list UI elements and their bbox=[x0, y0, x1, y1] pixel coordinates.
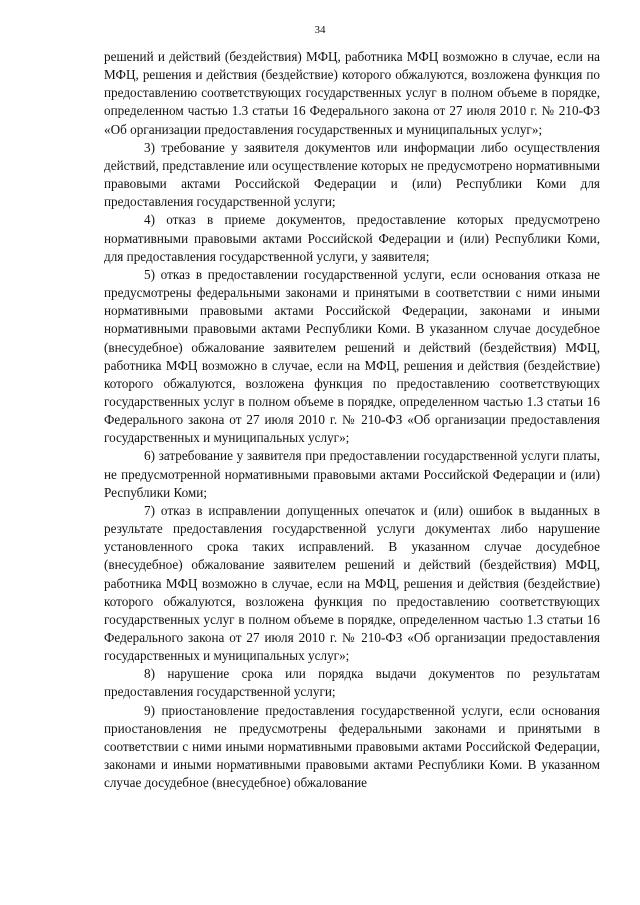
paragraph-item-3: 3) требование у заявителя документов или информации либо осуществления действий, представление или осуществление которых не предусмотрено нормативными правовыми актами Российской Федерации и (или) Республики Коми для предоставления государственной услуги; bbox=[104, 139, 600, 210]
paragraph-item-9: 9) приостановление предоставления государственной услуги, если основания приостановления не предусмотрены федеральными законами и принятыми в соответствии с ними иными нормативными правовыми актами Российской Федерации, законами и иными нормативными правовыми актами Республики Коми. В указанном случае досудебное (внесудебное) обжалование bbox=[104, 702, 600, 791]
document-body bbox=[104, 48, 600, 792]
paragraph-item-6: 6) затребование у заявителя при предоставлении государственной услуги платы, не предусмотренной нормативными правовыми актами Российской Федерации и (или) Республики Коми; bbox=[104, 448, 600, 500]
paragraph-item-4: 4) отказ в приеме документов, предоставление которых предусмотрено нормативными правовыми актами Российской Федерации и (или) Республики Коми, для предоставления государственной услуги, у заявителя; bbox=[104, 212, 600, 264]
paragraph-item-8: 8) нарушение срока или порядка выдачи документов по результатам предоставления государственной услуги; bbox=[104, 666, 600, 700]
paragraph-item-7: 7) отказ в исправлении допущенных опечаток и (или) ошибок в выданных в результате предоставления государственной услуги документах либо нарушение установленного срока таких исправлений. В указанном случае досудебное (внесудебное) обжалование заявителем решений и действий (бездействия) МФЦ, работника МФЦ возможно в случае, если на МФЦ, решения и действия (бездействие) которого обжалуются, возложена функция по предоставлению соответствующих государственных услуг в полном объеме в порядке, определенном частью 1.3 статьи 16 Федерального закона от 27 июля 2010 г. № 210-ФЗ «Об организации предоставления государственных и муниципальных услуг»; bbox=[104, 502, 600, 664]
paragraph-item-5: 5) отказ в предоставлении государственной услуги, если основания отказа не предусмотрены федеральными законами и принятыми в соответствии с ними иными нормативными правовыми актами Российской Федерации, законами и иными нормативными правовыми актами Республики Коми. В указанном случае досудебное (внесудебное) обжалование заявителем решений и действий (бездействия) МФЦ, работника МФЦ возможно в случае, если на МФЦ, решения и действия (бездействие) которого обжалуются, возложена функция по предоставлению соответствующих государственных услуг в полном объеме в порядке, определенном частью 1.3 статьи 16 Федерального закона от 27 июля 2010 г. № 210-ФЗ «Об организации предоставления государственных и муниципальных услуг»; bbox=[104, 266, 600, 446]
page-number: 34 bbox=[314, 24, 326, 36]
paragraph-continuation: решений и действий (бездействия) МФЦ, работника МФЦ возможно в случае, если на МФЦ, решения и действия (бездействие) которого обжалуются, возложена функция по предоставлению соответствующих государственных услуг в полном объеме в порядке, определенном частью 1.3 статьи 16 Федерального закона от 27 июля 2010 г. № 210-ФЗ «Об организации предоставления государственных и муниципальных услуг»; bbox=[104, 49, 600, 137]
